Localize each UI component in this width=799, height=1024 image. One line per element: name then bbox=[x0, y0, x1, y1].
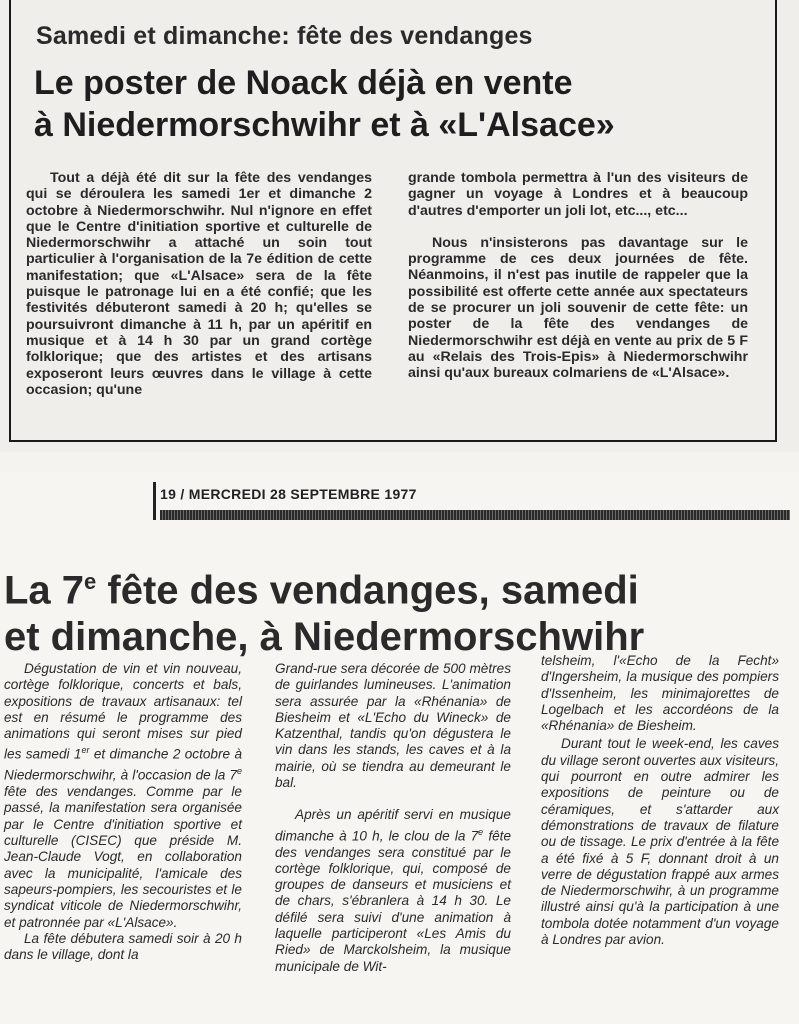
headline-text: La 7 bbox=[4, 568, 85, 613]
superscript: e bbox=[478, 826, 484, 837]
article-headline bbox=[34, 62, 615, 146]
paragraph: Grand-rue sera décorée de 500 mètres de guirlandes lumineuses. L'animation sera assurée par la «Rhénania» de Biesheim et «L'Echo du Wineck» de Katzenthal, tandis qu'on dégustera le vin dans les stands, les caves et à la mairie, où se tiendra au demeurant le bal. bbox=[275, 661, 511, 791]
paragraph: grande tombola permettra à l'un des visiteurs de gagner un voyage à Londres et à beaucoup d'autres d'emporter un joli lot, etc..., etc... bbox=[408, 170, 748, 219]
headline-superscript: e bbox=[84, 569, 97, 594]
paragraph: Nous n'insisterons pas davantage sur le programme de ces deux journées de fête. Néanmoins, il n'est pas inutile de rappeler que la possibilité est offerte cette année aux spectateurs de se procurer un joli souvenir de cette fête: un poster de la fête des vendanges de Niedermorschwihr est déjà en vente au prix de 5 F au «Relais des Trois-Epis» à Niedermorschwihr ainsi qu'aux bureaux colmariens de «L'Alsace». bbox=[408, 234, 748, 382]
article-column-1 bbox=[4, 661, 242, 963]
headline-line-2: et dimanche, à Niedermorschwihr bbox=[4, 615, 645, 660]
paragraph bbox=[275, 807, 511, 975]
text: Après un apéritif servi en musique dimanche à 10 h, le clou de la 7 bbox=[275, 807, 511, 844]
paragraph: Durant tout le week-end, les caves du village seront ouvertes aux visiteurs, qui pourront en outre admirer les expositions de peinture ou de céramiques, et s'attarder aux démonstrations de travaux de filature ou de tissage. Le prix d'entrée à la fête a été fixé à 5 F, donnant droit à un verre de dégustation frappé aux armes de Niedermorschwihr, à un programme illustré ainsi qu'à la participation à une tombola dotée notamment d'un voyage à Londres par avion. bbox=[541, 736, 780, 948]
paragraph bbox=[4, 661, 242, 931]
text: fête des vendanges. Comme par le passé, la manifestation sera organisée par le Centre d'initiation sportive et culturelle (CISEC) que préside M. Jean-Claude Vogt, en collaboration avec la municipalité, l'amicale des sapeurs-pompiers, les secouristes et le syndicat viticole de Niedermorschwihr, et patronnée par «L'Alsace». bbox=[4, 784, 242, 930]
dateline-rule bbox=[160, 510, 790, 520]
paragraph: telsheim, l'«Echo de la Fecht» d'Ingersheim, la musique des pompiers d'Issenheim, les minimajorettes de Logelbach et les accordéons de la «Rhénania» de Biesheim. bbox=[541, 653, 779, 734]
article-column-2 bbox=[275, 661, 511, 975]
article-column-left bbox=[26, 170, 372, 398]
article-column-3 bbox=[541, 653, 779, 948]
text: fête des vendanges sera constitué par le cortège folklorique, qui, composé de groupes de danseurs et musiciens et de chars, s'ébranlera à 14 h 30. Le défilé sera suivi d'une animation à laquelle participeront «Les Amis du Ried» de Marckolsheim, la musique municipale de Wit- bbox=[275, 828, 512, 974]
headline-text: fête des vendanges, samedi bbox=[96, 568, 639, 613]
superscript: er bbox=[81, 745, 90, 756]
clipping-poster-article bbox=[0, 0, 799, 452]
article-kicker: Samedi et dimanche: fête des vendanges bbox=[36, 22, 533, 50]
headline-line-1: Le poster de Noack déjà en vente bbox=[34, 64, 573, 102]
clipping-fete-article bbox=[0, 472, 799, 1024]
headline-line-1 bbox=[4, 558, 644, 614]
superscript: e bbox=[236, 766, 242, 777]
dateline: 19 / MERCREDI 28 SEPTEMBRE 1977 bbox=[160, 486, 417, 502]
text: Dégustation de vin et vin nouveau, cortège folklorique, concerts et bals, expositions de travaux artisanaux: tel est en résumé le programme des animations qui seront mises sur pied les samedi 1 bbox=[4, 661, 242, 763]
paragraph: La fête débutera samedi soir à 20 h dans le village, dont la bbox=[4, 930, 242, 963]
headline-line-2: à Niedermorschwihr et à «L'Alsace» bbox=[34, 106, 615, 144]
text: et dimanche 2 octobre à Niedermorschwihr, à l'occasion de la 7 bbox=[4, 747, 242, 783]
dateline-marker bbox=[153, 482, 156, 520]
paragraph: Tout a déjà été dit sur la fête des vendanges qui se déroulera les samedi 1er et dimanche 2 octobre à Niedermorschwihr. Nul n'ignore en effet que le Centre d'initiation sportive et culturelle de Niedermorschwihr a attaché un soin tout particulier à l'organisation de la 7e édition de cette manifestation; que «L'Alsace» sera de la fête puisque le patronage lui en a été confié; que les festivités débuteront samedi à 20 h; qu'elles se poursuivront dimanche à 11 h, par un apéritif en musique et à 14 h 30 par un grand cortège folklorique; que des artistes et des artisans exposeront leurs œuvres dans le village à cette occasion; qu'une bbox=[26, 170, 372, 398]
article-headline bbox=[4, 558, 644, 661]
article-column-right bbox=[408, 170, 748, 382]
